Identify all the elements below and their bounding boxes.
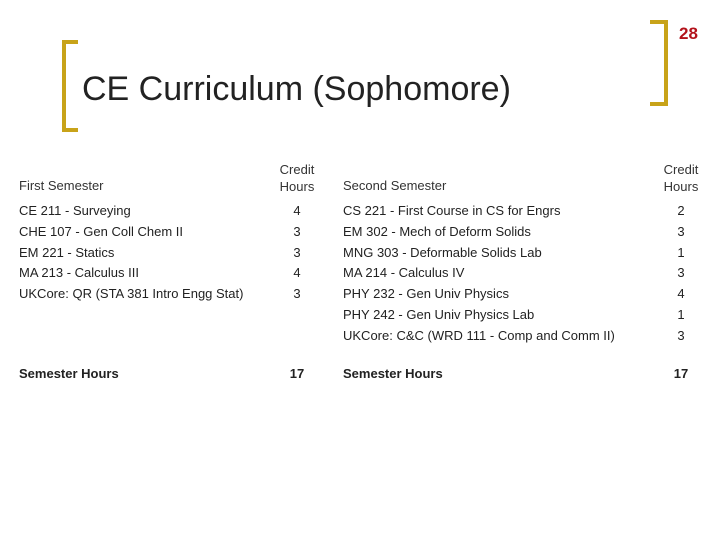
credit-header-line2: Hours	[663, 179, 699, 194]
second-semester-header: Second Semester	[343, 178, 447, 193]
course-name: CS 221 - First Course in CS for Engrs	[343, 203, 561, 218]
course-credits: 4	[293, 203, 301, 218]
first-semester-credit-list	[277, 201, 317, 305]
left-bracket-decoration	[60, 40, 80, 132]
second-semester-total-value: 17	[673, 366, 689, 381]
slide-title: CE Curriculum (Sophomore)	[82, 70, 511, 108]
page-number: 28	[679, 24, 698, 43]
first-semester-header: First Semester	[19, 178, 104, 193]
course-name: MA 214 - Calculus IV	[343, 265, 465, 281]
course-name: EM 302 - Mech of Deform Solids	[343, 223, 531, 239]
first-semester-total-label: Semester Hours	[19, 366, 119, 381]
course-credits: 1	[677, 306, 685, 322]
course-credits: 4	[677, 286, 685, 302]
credit-header-line1: Credit	[279, 162, 315, 177]
second-semester-credit-header	[651, 161, 711, 195]
first-semester-credit-header	[267, 161, 327, 195]
second-semester-credit-list	[661, 201, 701, 347]
course-name: CE 211 - Surveying	[19, 203, 131, 218]
first-semester-total-value: 17	[289, 366, 305, 381]
course-credits: 3	[677, 223, 685, 239]
course-name: CHE 107 - Gen Coll Chem II	[19, 223, 184, 239]
course-name: PHY 242 - Gen Univ Physics Lab	[343, 306, 535, 322]
course-name: PHY 232 - Gen Univ Physics	[343, 286, 509, 302]
course-credits: 1	[677, 244, 685, 260]
course-credits: 3	[293, 244, 301, 260]
course-credits: 3	[677, 327, 685, 343]
course-name: EM 221 - Statics	[19, 244, 115, 260]
course-credits: 2	[677, 203, 685, 218]
second-semester-total-label: Semester Hours	[343, 366, 443, 381]
course-name: UKCore: C&C (WRD 111 - Comp and Comm II)	[343, 327, 615, 343]
first-semester-course-list	[19, 201, 243, 305]
course-credits: 4	[293, 265, 301, 281]
course-name: MA 213 - Calculus III	[19, 265, 139, 281]
course-name: UKCore: QR (STA 381 Intro Engg Stat)	[19, 286, 244, 302]
right-bracket-decoration	[648, 20, 670, 106]
second-semester-course-list	[343, 201, 615, 347]
course-name: MNG 303 - Deformable Solids Lab	[343, 244, 542, 260]
course-credits: 3	[293, 286, 301, 302]
credit-header-line2: Hours	[279, 179, 315, 194]
credit-header-line1: Credit	[663, 162, 699, 177]
course-credits: 3	[293, 223, 301, 239]
course-credits: 3	[677, 265, 685, 281]
